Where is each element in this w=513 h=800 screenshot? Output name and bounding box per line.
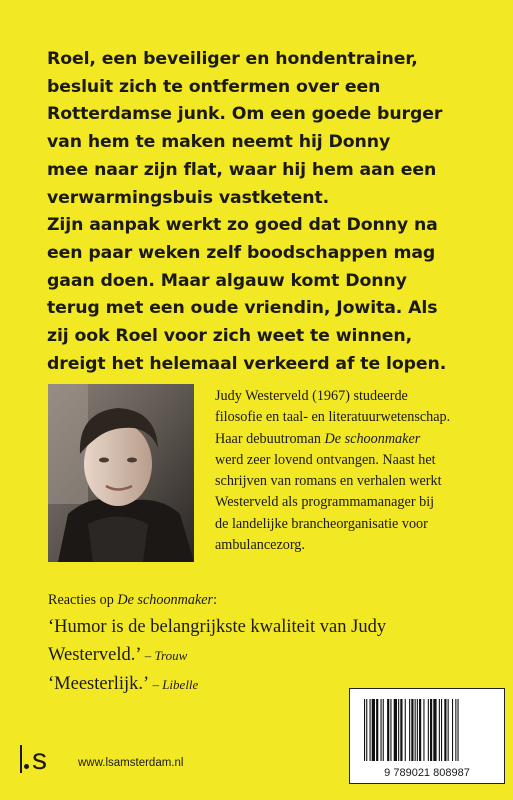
barcode-bar bbox=[376, 699, 378, 761]
review-quote-1 bbox=[48, 615, 386, 639]
review-quote-1-cont bbox=[48, 643, 187, 668]
barcode-bar bbox=[441, 699, 442, 761]
barcode-bar bbox=[415, 699, 416, 761]
blurb-line: gaan doen. Maar algauw komt Donny bbox=[47, 270, 407, 291]
barcode-bar bbox=[433, 699, 436, 761]
quote-text: Westerveld.’ bbox=[48, 645, 141, 665]
quote-text: ‘Humor is de belangrijkste kwaliteit van Judy bbox=[48, 617, 387, 637]
blurb-line: besluit zich te ontfermen over een bbox=[47, 76, 381, 97]
author-portrait-image bbox=[48, 384, 194, 562]
blurb-line: mee naar zijn flat, waar hij hem aan een bbox=[47, 159, 437, 180]
reviews-heading bbox=[48, 592, 217, 609]
bio-line: filosofie en taal- en literatuurwetenschap. bbox=[215, 409, 451, 426]
barcode-bar bbox=[409, 699, 410, 761]
bio-line: ambulancezorg. bbox=[215, 537, 305, 554]
blurb-line: zij ook Roel voor zich weet te winnen, bbox=[47, 326, 413, 347]
barcode-bar bbox=[444, 699, 446, 761]
bio-line: de landelijke brancheorganisatie voor bbox=[215, 515, 428, 532]
barcode-bar bbox=[423, 699, 424, 761]
bio-line: schrijven van romans en verhalen werkt bbox=[215, 473, 442, 490]
blurb-line: Roel, een beveiliger en hondentrainer, bbox=[47, 49, 418, 69]
blurb-line: verwarmingsbuis vastketent. bbox=[47, 187, 330, 208]
bio-line: Judy Westerveld (1967) studeerde bbox=[215, 388, 408, 404]
bio-line: werd zeer lovend ontvangen. Naast het bbox=[215, 451, 436, 468]
barcode-bar bbox=[381, 699, 382, 761]
barcode-bar bbox=[419, 699, 421, 761]
barcode-bar bbox=[400, 699, 402, 761]
barcode-bar bbox=[394, 699, 397, 761]
blurb-line: Zijn aanpak werkt zo goed dat Donny na bbox=[47, 215, 438, 236]
publisher-url[interactable]: www.lsamsterdam.nl bbox=[78, 757, 184, 769]
quote-source: – Trouw bbox=[144, 648, 188, 663]
barcode-bar bbox=[405, 699, 406, 761]
barcode-bar bbox=[370, 699, 371, 761]
review-quote-2 bbox=[48, 672, 198, 697]
bio-line bbox=[215, 429, 505, 450]
book-title: De schoonmaker bbox=[324, 430, 421, 447]
barcode-bar bbox=[383, 699, 384, 761]
barcode-bar bbox=[411, 699, 413, 761]
reviews-heading-colon: : bbox=[213, 592, 218, 608]
publisher-logo bbox=[20, 745, 47, 775]
barcode-bar bbox=[417, 699, 418, 761]
barcode-bar bbox=[372, 699, 375, 761]
bio-line: Westerveld als programmamanager bij bbox=[215, 494, 435, 511]
blurb-line: een paar weken zelf boodschappen mag bbox=[47, 242, 436, 263]
blurb-text bbox=[47, 46, 487, 378]
barcode-bar bbox=[458, 699, 459, 761]
barcode-bar bbox=[364, 699, 365, 761]
barcode-bar bbox=[455, 699, 456, 761]
book-title: De schoonmaker bbox=[117, 592, 214, 608]
reviews-heading-text: Reacties op bbox=[48, 592, 118, 608]
logo-letter: s bbox=[32, 743, 47, 776]
blurb-line: dreigt het helemaal verkeerd af te lopen. bbox=[47, 353, 447, 374]
barcode-bar bbox=[452, 699, 453, 761]
barcode-bar bbox=[390, 699, 391, 761]
bio-text: Haar debuutroman bbox=[215, 430, 325, 447]
quote-text: ‘Meesterlijk.’ bbox=[48, 674, 148, 694]
barcode-bars bbox=[364, 699, 490, 761]
barcode-bar bbox=[428, 699, 429, 761]
barcode-bar bbox=[387, 699, 389, 761]
isbn-number: 9 789021 808987 bbox=[384, 767, 470, 779]
barcode bbox=[349, 688, 505, 784]
blurb-line: Rotterdamse junk. Om een goede burger bbox=[47, 104, 443, 125]
author-photo bbox=[48, 384, 194, 562]
barcode-bar bbox=[366, 699, 367, 761]
barcode-bar bbox=[398, 699, 399, 761]
quote-source: – Libelle bbox=[152, 677, 199, 692]
logo-bar bbox=[20, 745, 22, 773]
barcode-bar bbox=[439, 699, 440, 761]
barcode-bar bbox=[448, 699, 449, 761]
author-bio bbox=[215, 386, 505, 556]
blurb-line: terug met een oude vriendin, Jowita. Als bbox=[47, 298, 438, 319]
blurb-line: van hem te maken neemt hij Donny bbox=[47, 132, 391, 153]
logo-dot bbox=[24, 764, 29, 769]
barcode-bar bbox=[430, 699, 432, 761]
